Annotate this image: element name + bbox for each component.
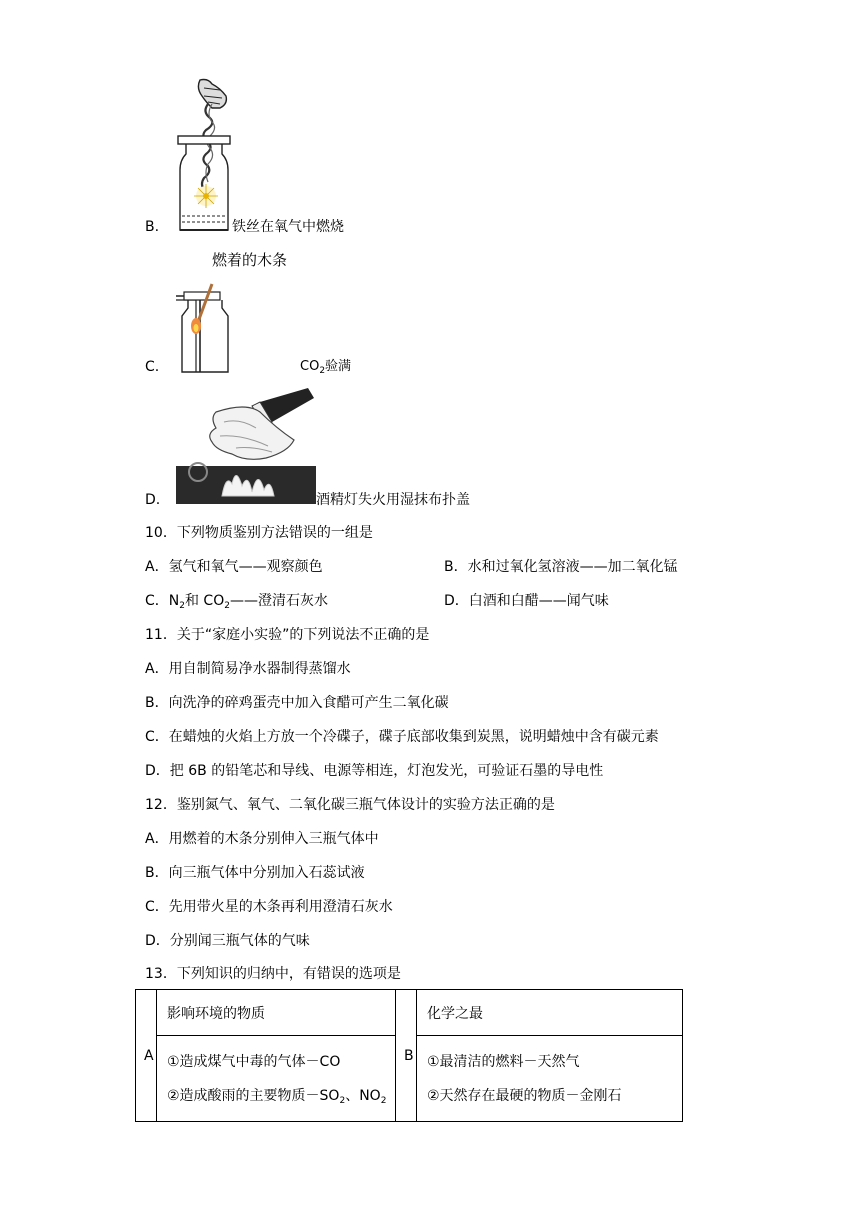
table-label-b: B bbox=[396, 990, 417, 1122]
knowledge-table bbox=[135, 989, 683, 1122]
option-b-caption: 铁丝在氧气中燃烧 bbox=[232, 219, 344, 235]
table-a-title: 影响环境的物质 bbox=[157, 990, 396, 1036]
table-b-item-1: ①最清洁的燃料－天然气 bbox=[427, 1053, 580, 1070]
q10-option-c: C．$N_2$和 $CO_2——$澄清石灰水 bbox=[145, 593, 328, 611]
table-b-title: 化学之最 bbox=[417, 990, 683, 1036]
q11-option-d: D．把 6B 的铅笔芯和导线、电源等相连，灯泡发光，可验证石墨的导电性 bbox=[145, 763, 604, 779]
q12-option-a: A．用燃着的木条分别伸入三瓶气体中 bbox=[145, 831, 379, 847]
co2-full-test-figure bbox=[176, 280, 236, 376]
q13-stem: 13．下列知识的归纳中，有错误的选项是 bbox=[145, 966, 401, 982]
table-label-a: A bbox=[136, 990, 157, 1122]
option-c-letter: C. bbox=[145, 359, 160, 375]
q12-option-d: D．分别闻三瓶气体的气味 bbox=[145, 933, 310, 949]
table-a-item-2: ②造成酸雨的主要物质$-SO_2$、$NO_2$ bbox=[167, 1087, 387, 1106]
q11-option-c: C．在蜡烛的火焰上方放一个冷碟子，碟子底部收集到炭黑，说明蜡烛中含有碳元素 bbox=[145, 729, 659, 745]
q10-stem: 10．下列物质鉴别方法错误的一组是 bbox=[145, 525, 373, 541]
burning-stick-label: 燃着的木条 bbox=[212, 251, 288, 269]
alcohol-lamp-fire-figure bbox=[176, 388, 316, 504]
table-a-item-1: ①造成煤气中毒的气体－CO bbox=[167, 1053, 341, 1070]
q11-option-a: A．用自制简易净水器制得蒸馏水 bbox=[145, 661, 351, 677]
table-b-items bbox=[417, 1036, 683, 1122]
option-c-caption: $CO_2$验满 bbox=[300, 359, 352, 376]
q10-option-b: B．水和过氧化氢溶液——加二氧化锰 bbox=[444, 559, 678, 575]
q12-option-c: C．先用带火星的木条再利用澄清石灰水 bbox=[145, 899, 393, 915]
option-d-letter: D. bbox=[145, 492, 161, 508]
option-b-letter: B. bbox=[145, 219, 160, 235]
option-d-caption: 酒精灯失火用湿抹布扑盖 bbox=[316, 492, 470, 508]
table-a-items bbox=[157, 1036, 396, 1122]
iron-wire-burning-figure bbox=[176, 78, 232, 238]
q10-option-a: A．氢气和氧气——观察颜色 bbox=[145, 559, 323, 575]
q11-stem: 11．关于“家庭小实验”的下列说法不正确的是 bbox=[145, 627, 430, 643]
q12-option-b: B．向三瓶气体中分别加入石蕊试液 bbox=[145, 865, 365, 881]
q11-option-b: B．向洗净的碎鸡蛋壳中加入食醋可产生二氧化碳 bbox=[145, 695, 449, 711]
q10-option-d: D．白酒和白醋——闻气味 bbox=[444, 593, 609, 609]
q12-stem: 12．鉴别氮气、氧气、二氧化碳三瓶气体设计的实验方法正确的是 bbox=[145, 797, 555, 813]
table-b-item-2: ②天然存在最硬的物质－金刚石 bbox=[427, 1087, 622, 1104]
